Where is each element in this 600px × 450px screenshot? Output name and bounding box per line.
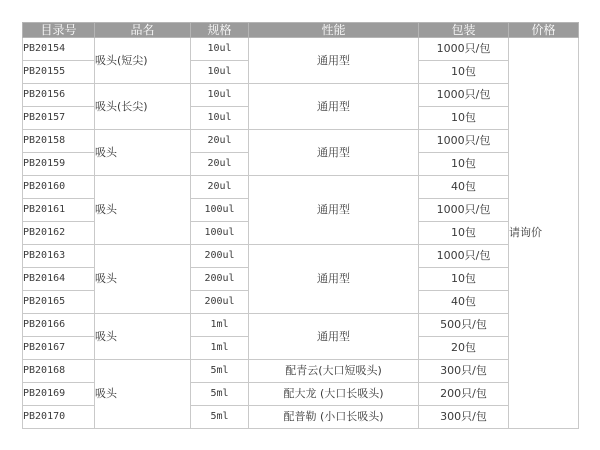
performance-cell: 配普勒 (小口长吸头): [249, 406, 419, 429]
packaging-cell: 10包: [419, 61, 509, 84]
spec-cell: 10ul: [191, 84, 249, 107]
packaging-cell: 40包: [419, 291, 509, 314]
table-row: [23, 245, 579, 268]
price-cell: 请询价: [509, 38, 579, 429]
catalog-number-cell: PB20165: [23, 291, 95, 314]
catalog-number-cell: PB20167: [23, 337, 95, 360]
performance-cell: 配大龙 (大口长吸头): [249, 383, 419, 406]
spec-cell: 5ml: [191, 406, 249, 429]
packaging-cell: 10包: [419, 268, 509, 291]
header-specification: 规格: [191, 23, 249, 38]
product-name-cell: 吸头: [95, 176, 191, 245]
table-row: [23, 38, 579, 61]
performance-cell: 通用型: [249, 38, 419, 84]
catalog-number-cell: PB20158: [23, 130, 95, 153]
spec-cell: 10ul: [191, 107, 249, 130]
packaging-cell: 1000只/包: [419, 245, 509, 268]
table-row: [23, 84, 579, 107]
catalog-number-cell: PB20163: [23, 245, 95, 268]
packaging-cell: 1000只/包: [419, 84, 509, 107]
catalog-number-cell: PB20159: [23, 153, 95, 176]
spec-cell: 200ul: [191, 291, 249, 314]
packaging-cell: 10包: [419, 153, 509, 176]
header-price: 价格: [509, 23, 579, 38]
spec-cell: 1ml: [191, 314, 249, 337]
product-name-cell: 吸头(短尖): [95, 38, 191, 84]
catalog-number-cell: PB20157: [23, 107, 95, 130]
performance-cell: 通用型: [249, 314, 419, 360]
catalog-number-cell: PB20161: [23, 199, 95, 222]
packaging-cell: 10包: [419, 107, 509, 130]
packaging-cell: 1000只/包: [419, 38, 509, 61]
spec-cell: 5ml: [191, 360, 249, 383]
product-name-cell: 吸头: [95, 245, 191, 314]
product-name-cell: 吸头(长尖): [95, 84, 191, 130]
spec-cell: 20ul: [191, 153, 249, 176]
table-row: [23, 314, 579, 337]
packaging-cell: 1000只/包: [419, 199, 509, 222]
catalog-number-cell: PB20155: [23, 61, 95, 84]
spec-cell: 100ul: [191, 199, 249, 222]
product-name-cell: 吸头: [95, 360, 191, 429]
header-product-name: 品名: [95, 23, 191, 38]
packaging-cell: 500只/包: [419, 314, 509, 337]
packaging-cell: 1000只/包: [419, 130, 509, 153]
spec-cell: 10ul: [191, 61, 249, 84]
table-header-row: [23, 23, 579, 38]
header-catalog-number: 目录号: [23, 23, 95, 38]
packaging-cell: 20包: [419, 337, 509, 360]
product-name-cell: 吸头: [95, 130, 191, 176]
spec-cell: 20ul: [191, 130, 249, 153]
performance-cell: 配青云(大口短吸头): [249, 360, 419, 383]
packaging-cell: 300只/包: [419, 406, 509, 429]
catalog-number-cell: PB20170: [23, 406, 95, 429]
catalog-number-cell: PB20166: [23, 314, 95, 337]
spec-cell: 200ul: [191, 245, 249, 268]
catalog-number-cell: PB20169: [23, 383, 95, 406]
spec-cell: 200ul: [191, 268, 249, 291]
catalog-number-cell: PB20162: [23, 222, 95, 245]
performance-cell: 通用型: [249, 84, 419, 130]
table-row: [23, 360, 579, 383]
product-name-cell: 吸头: [95, 314, 191, 360]
spec-cell: 10ul: [191, 38, 249, 61]
performance-cell: 通用型: [249, 245, 419, 314]
spec-cell: 5ml: [191, 383, 249, 406]
catalog-number-cell: PB20160: [23, 176, 95, 199]
header-packaging: 包装: [419, 23, 509, 38]
product-catalog-table: [22, 22, 579, 429]
spec-cell: 20ul: [191, 176, 249, 199]
packaging-cell: 40包: [419, 176, 509, 199]
table-row: [23, 130, 579, 153]
packaging-cell: 200只/包: [419, 383, 509, 406]
spec-cell: 1ml: [191, 337, 249, 360]
header-performance: 性能: [249, 23, 419, 38]
performance-cell: 通用型: [249, 130, 419, 176]
catalog-number-cell: PB20164: [23, 268, 95, 291]
packaging-cell: 10包: [419, 222, 509, 245]
performance-cell: 通用型: [249, 176, 419, 245]
catalog-number-cell: PB20156: [23, 84, 95, 107]
catalog-number-cell: PB20168: [23, 360, 95, 383]
table-row: [23, 176, 579, 199]
packaging-cell: 300只/包: [419, 360, 509, 383]
catalog-number-cell: PB20154: [23, 38, 95, 61]
spec-cell: 100ul: [191, 222, 249, 245]
